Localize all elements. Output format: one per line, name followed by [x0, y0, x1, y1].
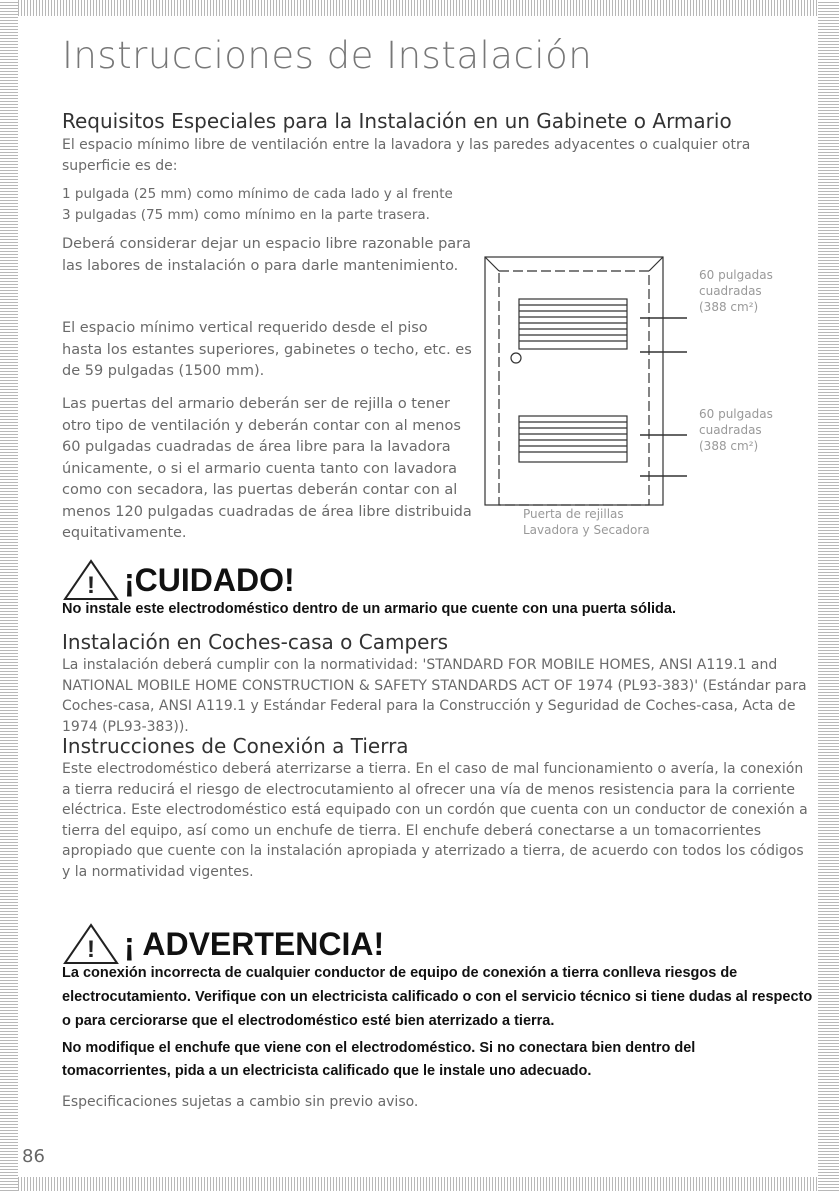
footer-note: Especificaciones sujetas a cambio sin previo aviso.	[62, 1094, 419, 1110]
page-border-top	[0, 0, 839, 16]
warning-triangle-icon	[62, 558, 120, 602]
warning-triangle-icon-2	[62, 922, 120, 966]
ground-text: Este electrodoméstico deberá aterrizarse a tierra. En el caso de mal funcionamiento o avería, la conexión a tierra reducirá el riesgo de electrocutamiento al ofrecer una vía de menos resistencia para la corriente eléctrica. Este electrodoméstico está equipado con un cordón que cuenta con un conductor de conexión a tierra del equipo, así como un enchufe de tierra. El enchufe deberá conectarse a un tomacorrientes apropiado que cuente con la instalación apropiada y aterrizado a tierra, de acuerdo con todos los códigos y la normatividad vigentes.	[62, 761, 808, 880]
clearance-line-1: 1 pulgada (25 mm) como mínimo de cada lado y al frente	[62, 186, 453, 202]
caution-heading	[62, 558, 295, 602]
cabinet-para-1: Deberá considerar dejar un espacio libre razonable para las labores de instalación o para darle mantenimiento.	[62, 236, 472, 274]
svg-text:!: !	[87, 572, 95, 599]
clearance-line-2: 3 pulgadas (75 mm) como mínimo en la parte trasera.	[62, 207, 430, 223]
mobile-text: La instalación deberá cumplir con la normatividad: 'STANDARD FOR MOBILE HOMES, ANSI A119.1 and NATIONAL MOBILE HOME CONSTRUCTION & SAFETY STANDARDS ACT OF 1974 (PL93-383)' (Estándar para Coches-casa, ANSI A119.1 y Estándar Federal para la Construcción y Seguridad de Coches-casa, Acta de 1974 (PL93-383)).	[62, 657, 807, 735]
cabinet-heading: Requisitos Especiales para la Instalación en un Gabinete o Armario	[62, 109, 732, 133]
page-border-right	[818, 0, 839, 1191]
top-vent-label: 60 pulgadas cuadradas (388 cm²)	[699, 268, 773, 314]
warning-text-1: La conexión incorrecta de cualquier conductor de equipo de conexión a tierra conlleva riesgos de electrocutamiento. Verifique con un electricista calificado o con el servicio técnico si tiene dudas al respecto o para cerciorarse que el electrodoméstico esté bien aterrizado a tierra.	[62, 965, 813, 1029]
cabinet-para-2: El espacio mínimo vertical requerido desde el piso hasta los estantes superiores, gabinetes o techo, etc. es de 59 pulgadas (1500 mm).	[62, 320, 472, 379]
bottom-vent-label: 60 pulgadas cuadradas (388 cm²)	[699, 407, 773, 453]
warning-heading	[62, 922, 384, 966]
cabinet-para-3: Las puertas del armario deberán ser de rejilla o tener otro tipo de ventilación y deberán contar con al menos 60 pulgadas cuadradas de área libre para la lavadora únicamente, o si el armario cuenta tanto con lavadora como con secadora, las puertas deberán contar con al menos 120 pulgadas cuadradas de área libre distribuida equitativamente.	[62, 396, 472, 541]
caution-text: No instale este electrodoméstico dentro de un armario que cuente con una puerta sólida.	[62, 601, 676, 617]
page-title: Instrucciones de Instalación	[62, 34, 593, 77]
warning-text-2: No modifique el enchufe que viene con el electrodoméstico. Si no conectara bien dentro del tomacorrientes, pida a un electricista calificado que le instale uno adecuado.	[62, 1040, 696, 1079]
door-frame-outer	[485, 257, 663, 505]
diagram-caption: Puerta de rejillas Lavadora y Secadora	[523, 507, 650, 537]
vent-top	[519, 299, 627, 349]
page-border-left	[0, 0, 18, 1191]
warning-title: ¡ ADVERTENCIA!	[124, 925, 385, 962]
page-border-bottom	[0, 1177, 839, 1191]
door-knob	[511, 353, 521, 363]
vent-bottom	[519, 416, 627, 462]
cabinet-intro: El espacio mínimo libre de ventilación entre la lavadora y las paredes adyacentes o cualquier otra superficie es de:	[62, 137, 751, 174]
mobile-heading: Instalación en Coches-casa o Campers	[62, 630, 449, 654]
page-number: 86	[22, 1146, 45, 1167]
ground-heading: Instrucciones de Conexión a Tierra	[62, 734, 409, 758]
svg-text:!: !	[87, 936, 95, 963]
caution-title: ¡CUIDADO!	[124, 561, 295, 598]
